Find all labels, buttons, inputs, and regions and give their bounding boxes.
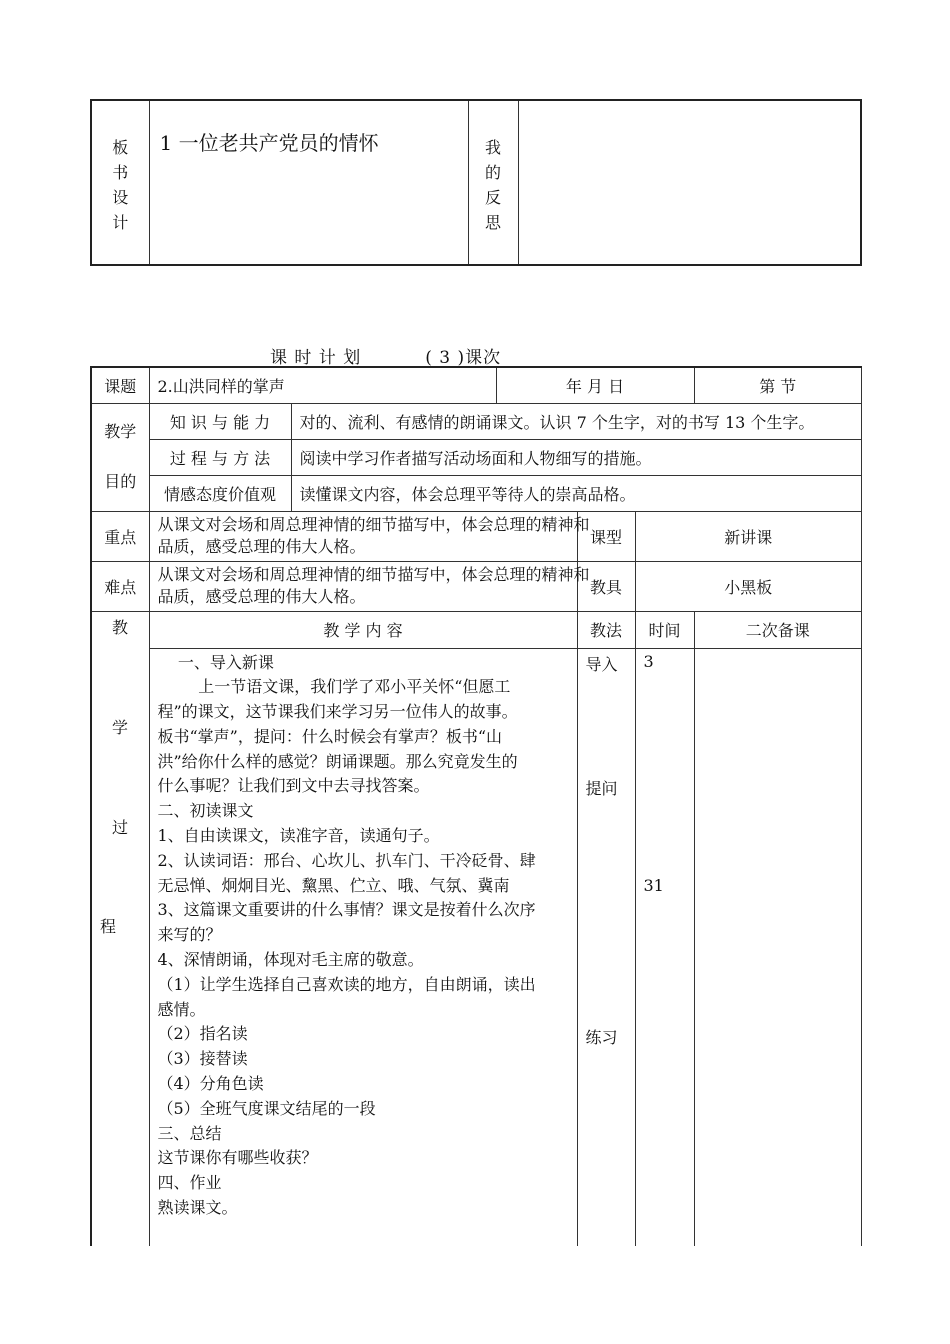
content-line: 三、总结 xyxy=(157,1123,222,1143)
content-line: 四、作业 xyxy=(157,1173,222,1193)
goals-label-bottom: 目的 xyxy=(104,472,137,491)
date-field: 年 月 日 xyxy=(496,367,694,403)
process-method-value: 阅读中学习作者描写活动场面和人物细写的措施。 xyxy=(291,439,862,475)
process-label-char: 过 xyxy=(112,817,129,837)
board-design-table xyxy=(90,99,862,266)
label-char: 计 xyxy=(112,213,129,232)
time-column xyxy=(635,648,694,1246)
content-line: 1、自由读课文，读准字音，读通句子。 xyxy=(157,826,440,846)
content-line: 2、认读词语：邢台、心坎儿、扒车门、干冷砭骨、肆 xyxy=(157,850,536,870)
content-line: 二、初读课文 xyxy=(157,801,254,821)
teaching-aid-label: 教具 xyxy=(577,561,635,611)
goals-label xyxy=(91,403,149,511)
emotion-value: 读懂课文内容，体会总理平等待人的崇高品格。 xyxy=(291,475,862,511)
method-column xyxy=(577,648,635,1246)
label-char: 板 xyxy=(112,138,129,157)
label-char: 的 xyxy=(484,163,501,182)
content-line: （5）全班气度课文结尾的一段 xyxy=(157,1098,376,1118)
label-char: 思 xyxy=(484,213,501,232)
process-label-char: 程 xyxy=(100,916,117,936)
content-line: 无忌惮、炯炯目光、黧黑、伫立、哦、气氛、冀南 xyxy=(157,875,510,895)
emotion-label: 情感态度价值观 xyxy=(149,475,291,511)
label-char: 我 xyxy=(484,138,501,157)
topic-value: 2.山洪同样的掌声 xyxy=(149,367,496,403)
key-point-line: 从课文对会场和周总理神情的细节描写中，体会总理的精神和 xyxy=(157,515,590,534)
second-prep-column xyxy=(694,648,861,1246)
process-label-char: 学 xyxy=(112,717,129,737)
content-line: 这节课你有哪些收获？ xyxy=(157,1148,318,1168)
method-item: 导入 xyxy=(585,654,618,674)
time-item: 31 xyxy=(643,875,664,895)
key-point-text xyxy=(149,511,590,561)
content-line: （2）指名读 xyxy=(157,1024,248,1044)
content-line: 3、这篇课文重要讲的什么事情？课文是按着什么次序 xyxy=(157,900,536,920)
knowledge-label: 知 识 与 能 力 xyxy=(149,403,291,439)
process-method-label: 过 程 与 方 法 xyxy=(149,439,291,475)
knowledge-value: 对的、流利、有感情的朗诵课文。认识 7 个生字，对的书写 13 个生字。 xyxy=(291,403,862,439)
process-label-char: 教 xyxy=(112,617,129,637)
lesson-plan-heading: 课 时 计 划 ( 3 )课次 xyxy=(270,348,502,368)
label-char: 书 xyxy=(112,163,129,182)
board-design-label xyxy=(91,100,149,265)
content-line: （3）接替读 xyxy=(157,1049,248,1069)
content-line: 什么事呢？让我们到文中去寻找答案。 xyxy=(157,776,430,796)
topic-label: 课题 xyxy=(91,367,149,403)
key-point-line: 品质，感受总理的伟大人格。 xyxy=(157,537,366,556)
key-point-label: 重点 xyxy=(91,511,149,561)
content-line: 4、深情朗诵，体现对毛主席的敬意。 xyxy=(157,950,424,970)
content-line: 板书“掌声”，提问：什么时候会有掌声？板书“山 xyxy=(157,726,503,746)
teaching-process-label xyxy=(91,611,149,1246)
reflection-label xyxy=(468,100,518,265)
method-header: 教法 xyxy=(577,611,635,648)
content-line: （4）分角色读 xyxy=(157,1074,264,1094)
content-line: （1）让学生选择自己喜欢读的地方，自由朗诵，读出 xyxy=(157,974,536,994)
method-item: 提问 xyxy=(585,778,618,798)
content-header: 教 学 内 容 xyxy=(149,611,577,648)
difficulty-line: 从课文对会场和周总理神情的细节描写中，体会总理的精神和 xyxy=(157,565,590,584)
goals-label-top: 教学 xyxy=(104,422,137,441)
content-line: 感情。 xyxy=(157,999,206,1019)
section-field: 第 节 xyxy=(694,367,861,403)
second-prep-header: 二次备课 xyxy=(694,611,861,648)
difficulty-line: 品质，感受总理的伟大人格。 xyxy=(157,587,366,606)
content-line: 来写的？ xyxy=(157,925,222,945)
reflection-content xyxy=(518,100,861,265)
label-char: 设 xyxy=(112,188,129,207)
teaching-aid-value: 小黑板 xyxy=(635,561,862,611)
time-header: 时间 xyxy=(635,611,694,648)
label-char: 反 xyxy=(484,188,501,207)
content-line: 一、导入新课 xyxy=(157,652,274,672)
content-line: 洪”给你什么样的感觉？朗诵课题。那么究竟发生的 xyxy=(157,751,518,771)
content-line: 程”的课文，这节课我们来学习另一位伟人的故事。 xyxy=(157,702,518,722)
teaching-content xyxy=(149,648,577,1246)
content-line: 上一节语文课，我们学了邓小平关怀“但愿工 xyxy=(157,677,511,697)
difficulty-label: 难点 xyxy=(91,561,149,611)
board-title: 1 一位老共产党员的情怀 xyxy=(149,100,468,265)
lesson-plan-table xyxy=(90,366,862,1246)
method-item: 练习 xyxy=(585,1027,618,1047)
lesson-type-value: 新讲课 xyxy=(635,511,862,561)
content-line: 熟读课文。 xyxy=(157,1198,238,1218)
difficulty-text xyxy=(149,561,590,611)
lesson-type-label: 课型 xyxy=(577,511,635,561)
time-item: 3 xyxy=(643,651,654,671)
